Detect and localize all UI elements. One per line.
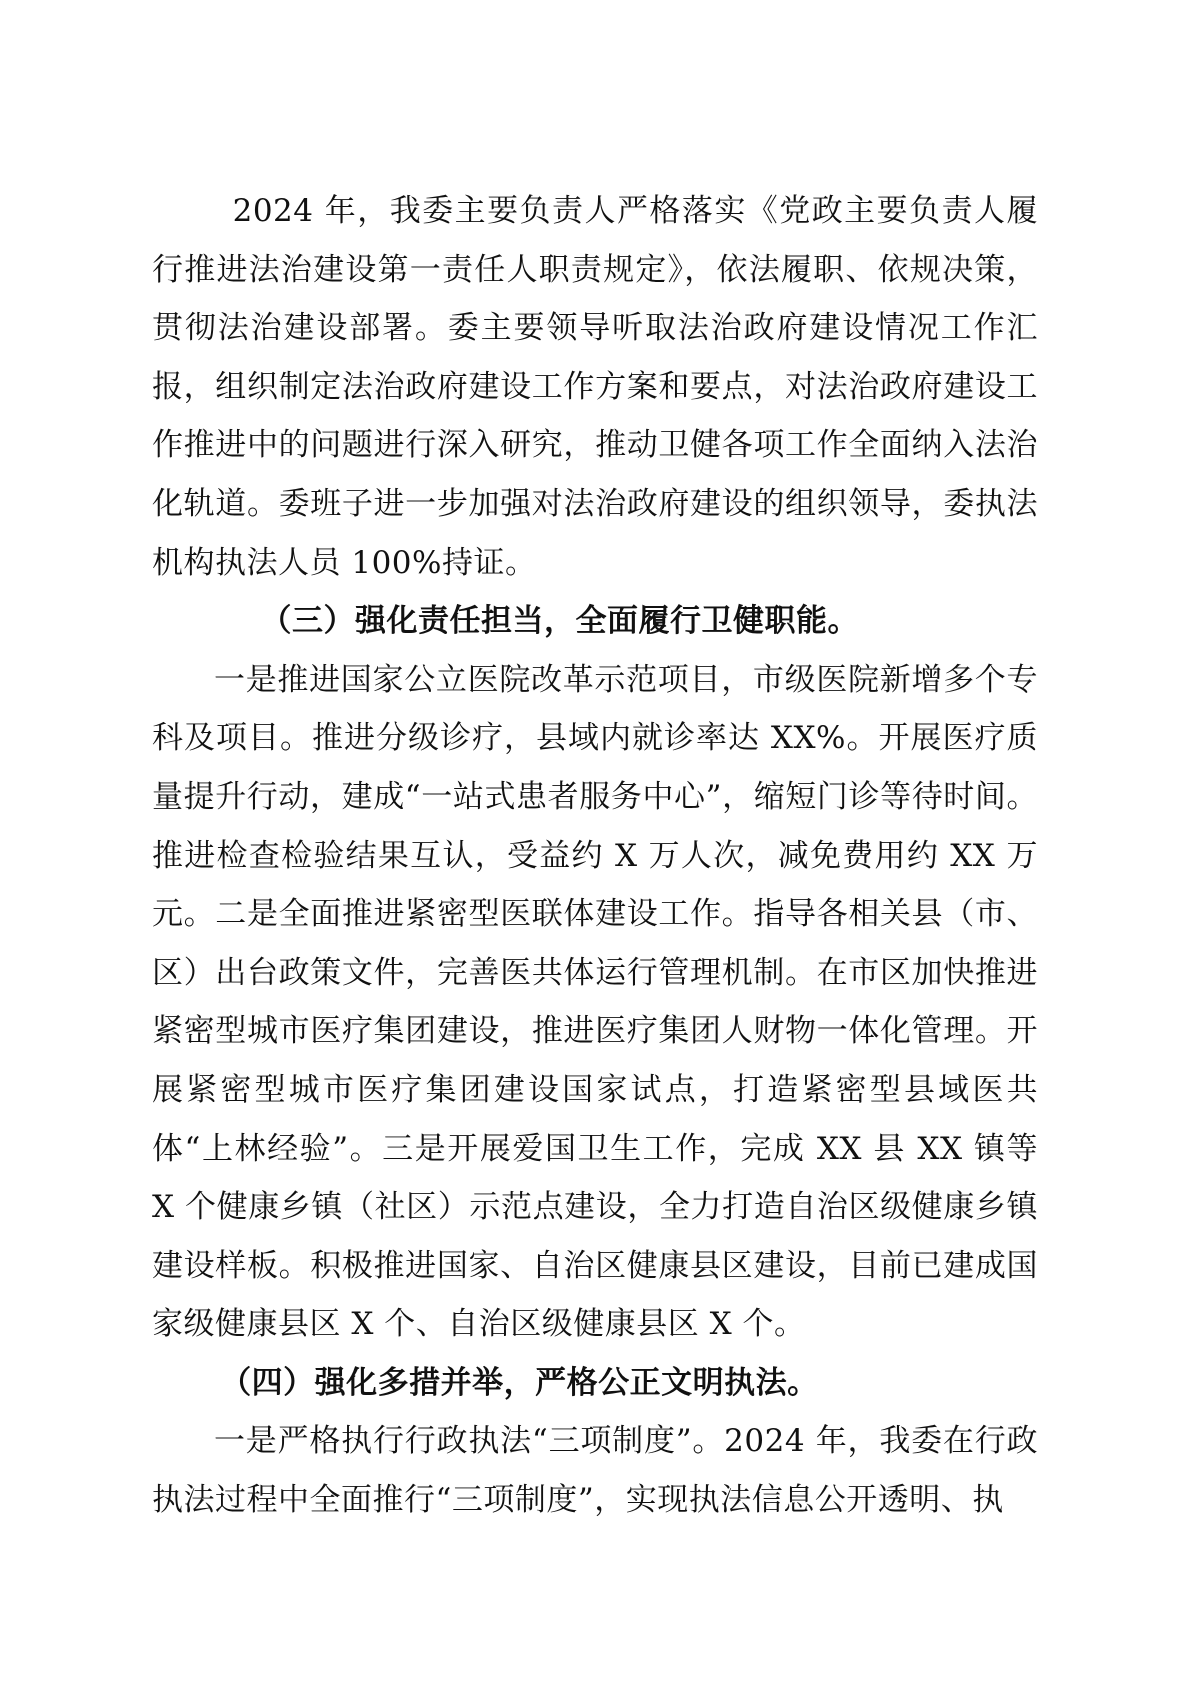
paragraph-legal-responsibility: 2024 年，我委主要负责人严格落实《党政主要负责人履行推进法治建设第一责任人职责规定》，依法履职、依规决策，贯彻法治建设部署。委主要领导听取法治政府建设情况工作汇报，组织制定法治政府建设工作方案和要点，对法治政府建设工作推进中的问题进行深入研究，推动卫健各项工作全面纳入法治化轨道。委班子进一步加强对法治政府建设的组织领导，委执法机构执法人员 100%持证。	[152, 193, 1038, 581]
document-body	[152, 182, 1038, 1529]
paragraph-law-enforcement: 一是严格执行行政执法“三项制度”。2024 年，我委在行政执法过程中全面推行“三项制度”，实现执法信息公开透明、执	[152, 1423, 1038, 1519]
paragraph-health-functions: 一是推进国家公立医院改革示范项目，市级医院新增多个专科及项目。推进分级诊疗，县域内就诊率达 XX%。开展医疗质量提升行动，建成“一站式患者服务中心”，缩短门诊等待时间。推进检查检验结果互认，受益约 X 万人次，减免费用约 XX 万元。二是全面推进紧密型医联体建设工作。指导各相关县（市、区）出台政策文件，完善医共体运行管理机制。在市区加快推进紧密型城市医疗集团建设，推进医疗集团人财物一体化管理。开展紧密型城市医疗集团建设国家试点，打造紧密型县域医共体“上林经验”。三是开展爱国卫生工作，完成 XX 县 XX 镇等 X 个健康乡镇（社区）示范点建设，全力打造自治区级健康乡镇建设样板。积极推进国家、自治区健康县区建设，目前已建成国家级健康县区 X 个、自治区级健康县区 X 个。	[152, 661, 1038, 1343]
section-heading-4: （四）强化多措并举，严格公正文明执法。	[220, 1364, 819, 1401]
section-heading-3: （三）强化责任担当，全面履行卫健职能。	[260, 603, 859, 640]
